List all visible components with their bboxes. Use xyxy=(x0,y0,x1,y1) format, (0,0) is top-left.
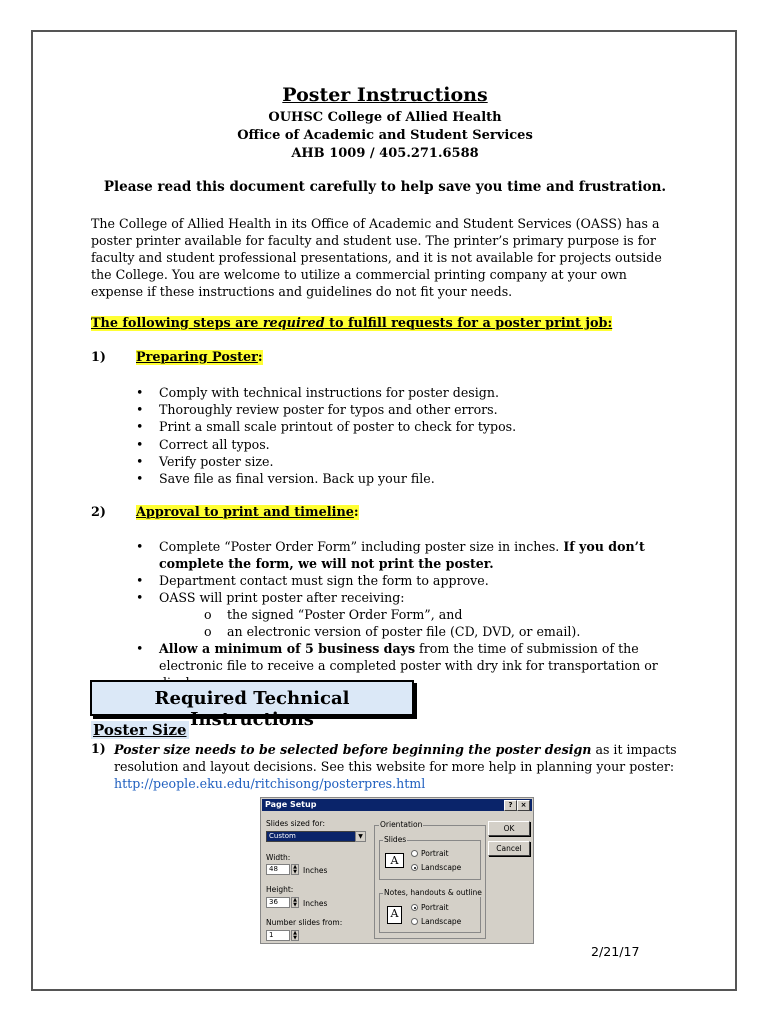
width-stepper[interactable]: ▲ ▼ xyxy=(291,864,299,875)
slides-portrait-radio[interactable] xyxy=(411,850,418,857)
poster-size-item-number: 1) xyxy=(91,741,106,756)
notes-landscape-radio[interactable] xyxy=(411,918,418,925)
height-input[interactable]: 36 xyxy=(266,897,290,908)
number-from-input[interactable]: 1 xyxy=(266,930,290,941)
height-stepper[interactable]: ▲ ▼ xyxy=(291,897,299,908)
help-icon[interactable]: ? xyxy=(504,800,517,811)
close-icon[interactable]: × xyxy=(517,800,530,811)
height-unit: Inches xyxy=(303,899,328,908)
width-input[interactable]: 48 xyxy=(266,864,290,875)
number-from-label: Number slides from: xyxy=(266,918,343,927)
office-contact: AHB 1009 / 405.271.6588 xyxy=(291,146,479,161)
notes-group-label: Notes, handouts & outline xyxy=(384,888,482,897)
chevron-down-icon[interactable]: ▼ xyxy=(355,831,366,842)
slides-landscape-radio[interactable] xyxy=(411,864,418,871)
notes-portrait-label: Portrait xyxy=(421,903,449,912)
section2-number: 2) xyxy=(91,505,106,520)
ok-button[interactable]: OK xyxy=(488,821,530,836)
dialog-title-bar: Page Setup ? × xyxy=(262,799,532,811)
document-date: 2/21/17 xyxy=(591,944,640,959)
poster-size-heading: Poster Size xyxy=(93,721,187,739)
slides-sized-select[interactable]: Custom xyxy=(266,831,366,842)
section1-number: 1) xyxy=(91,350,106,365)
list-item: • Allow a minimum of 5 business days from the time of submission of the electronic file to receive a completed poster with dry ink for transportation or xyxy=(136,641,658,673)
orientation-label: Orientation xyxy=(380,820,423,829)
notes-landscape-label: Landscape xyxy=(421,917,462,926)
page-setup-dialog xyxy=(260,797,534,944)
width-unit: Inches xyxy=(303,866,328,875)
slides-landscape-label: Landscape xyxy=(421,863,462,872)
technical-heading: Required Technical Instructions xyxy=(154,688,350,730)
slides-portrait-label: Portrait xyxy=(421,849,449,858)
slides-group-label: Slides xyxy=(384,835,407,844)
number-from-stepper[interactable]: ▲ ▼ xyxy=(291,930,299,941)
list-item: • Complete “Poster Order Form” including poster size in inches. If you don’t complete the form, we will not print the poster. xyxy=(136,539,645,571)
poster-size-paragraph: Poster size needs to be selected before beginning the poster design as it impacts resolution and layout decisions. See this website for more help in planning your poster: http://people.eku.edu/ritchisong/posterpres.html xyxy=(114,742,677,791)
notes-portrait-radio[interactable] xyxy=(411,904,418,911)
page-title: Poster Instructions xyxy=(282,84,488,106)
slides-sized-label: Slides sized for: xyxy=(266,819,325,828)
width-label: Width: xyxy=(266,853,291,862)
read-notice: Please read this document carefully to help save you time and frustration. xyxy=(103,179,667,195)
section2-heading: Approval to print and timeline: xyxy=(136,505,359,520)
intro-paragraph: The College of Allied Health in its Office of Academic and Student Services (OASS) has a poster printer available for faculty and student use. The printer’s primary purpose is for faculty and student professional presentations, and it is not available for projects outside the College. You are welcome to utilize a commercial printing company at your own expense if these instructions and guidelines do not fit your needs. xyxy=(91,216,662,299)
poster-help-link[interactable]: http://people.eku.edu/ritchisong/posterpres.html xyxy=(114,776,426,791)
steps-heading: The following steps are required to fulfill requests for a poster print job: xyxy=(91,316,613,331)
section1-heading: Preparing Poster: xyxy=(136,350,263,365)
cancel-button[interactable]: Cancel xyxy=(488,841,530,856)
portrait-page-icon: A xyxy=(387,906,402,924)
college-name: OUHSC College of Allied Health xyxy=(268,110,502,125)
height-label: Height: xyxy=(266,885,294,894)
required-emphasis: required xyxy=(262,316,325,331)
landscape-page-icon: A xyxy=(385,853,404,868)
office-name: Office of Academic and Student Services xyxy=(237,128,533,143)
